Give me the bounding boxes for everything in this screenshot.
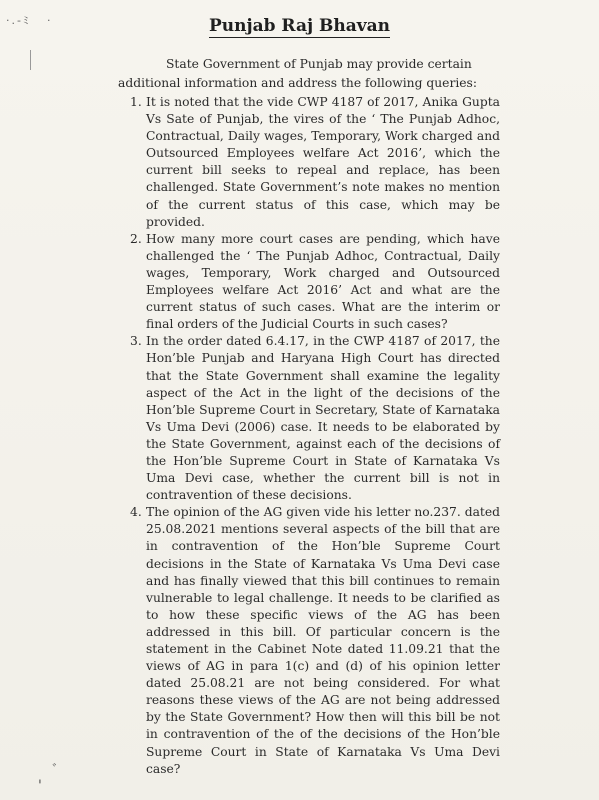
query-list bbox=[132, 94, 500, 778]
query-item-1 bbox=[132, 94, 500, 231]
intro-paragraph: State Government of Punjab may provide certain additional information and address the following queries: bbox=[118, 57, 477, 90]
margin-scribble: ·.-ﾐ · bbox=[6, 14, 53, 27]
query-number: 4. bbox=[130, 505, 142, 520]
query-item-2 bbox=[132, 231, 500, 334]
query-number: 3. bbox=[130, 334, 142, 349]
query-text: In the order dated 6.4.17, in the CWP 4187 of 2017, the Hon’ble Punjab and Haryana High Court has directed that the State Government shall examine the legality aspect of the Act in the light of the decisions of the Hon’ble Supreme Court in Secretary, State of Karnataka Vs Uma Devi (2006) case. It needs to be elaborated by the State Government, against each of the decisions of the Hon’ble Supreme Court in State of Karnataka Vs Uma Devi case, whether the current bill is not in contravention of these decisions. bbox=[146, 334, 500, 503]
margin-line bbox=[30, 50, 31, 70]
title-text: Punjab Raj Bhavan bbox=[208, 16, 391, 36]
margin-mark: ' bbox=[38, 778, 42, 794]
query-text: It is noted that the vide CWP 4187 of 2017, Anika Gupta Vs Sate of Punjab, the vires of the ‘ The Punjab Adhoc, Contractual, Daily wages, Temporary, Work charged and Outsourced Employees welfare Act 2016’, which the current bill seeks to repeal and replace, has been challenged. State Government’s note makes no mention of the current status of this case, which may be provided. bbox=[146, 95, 500, 229]
query-number: 2. bbox=[130, 231, 142, 246]
margin-mark: ﾞ bbox=[52, 763, 59, 779]
query-item-4 bbox=[132, 504, 500, 778]
page-title bbox=[0, 16, 599, 36]
query-text: The opinion of the AG given vide his letter no.237. dated 25.08.2021 mentions several aspects of the bill that are in contravention of the Hon’ble Supreme Court decisions in the State of Karnataka Vs Uma Devi case and has finally viewed that this bill continues to remain vulnerable to legal challenge. It needs to be clarified as to how these specific views of the AG has been addressed in this bill. Of particular concern is the statement in the Cabinet Note dated 11.09.21 that the views of AG in para 1(c) and (d) of his opinion letter dated 25.08.21 are not being considered. For what reasons these views of the AG are not being addressed by the State Government? How then will this bill be not in contravention of the of the decisions of the Hon’ble Supreme Court in State of Karnataka Vs Uma Devi case? bbox=[146, 505, 500, 776]
query-text: How many more court cases are pending, which have challenged the ‘ The Punjab Adhoc, Contractual, Daily wages, Temporary, Work charged and Outsourced Employees welfare Act 2016’ Act and what are the current status of such cases. What are the interim or final orders of the Judicial Courts in such cases? bbox=[146, 231, 500, 332]
query-item-3 bbox=[132, 333, 500, 504]
query-number: 1. bbox=[130, 95, 142, 109]
